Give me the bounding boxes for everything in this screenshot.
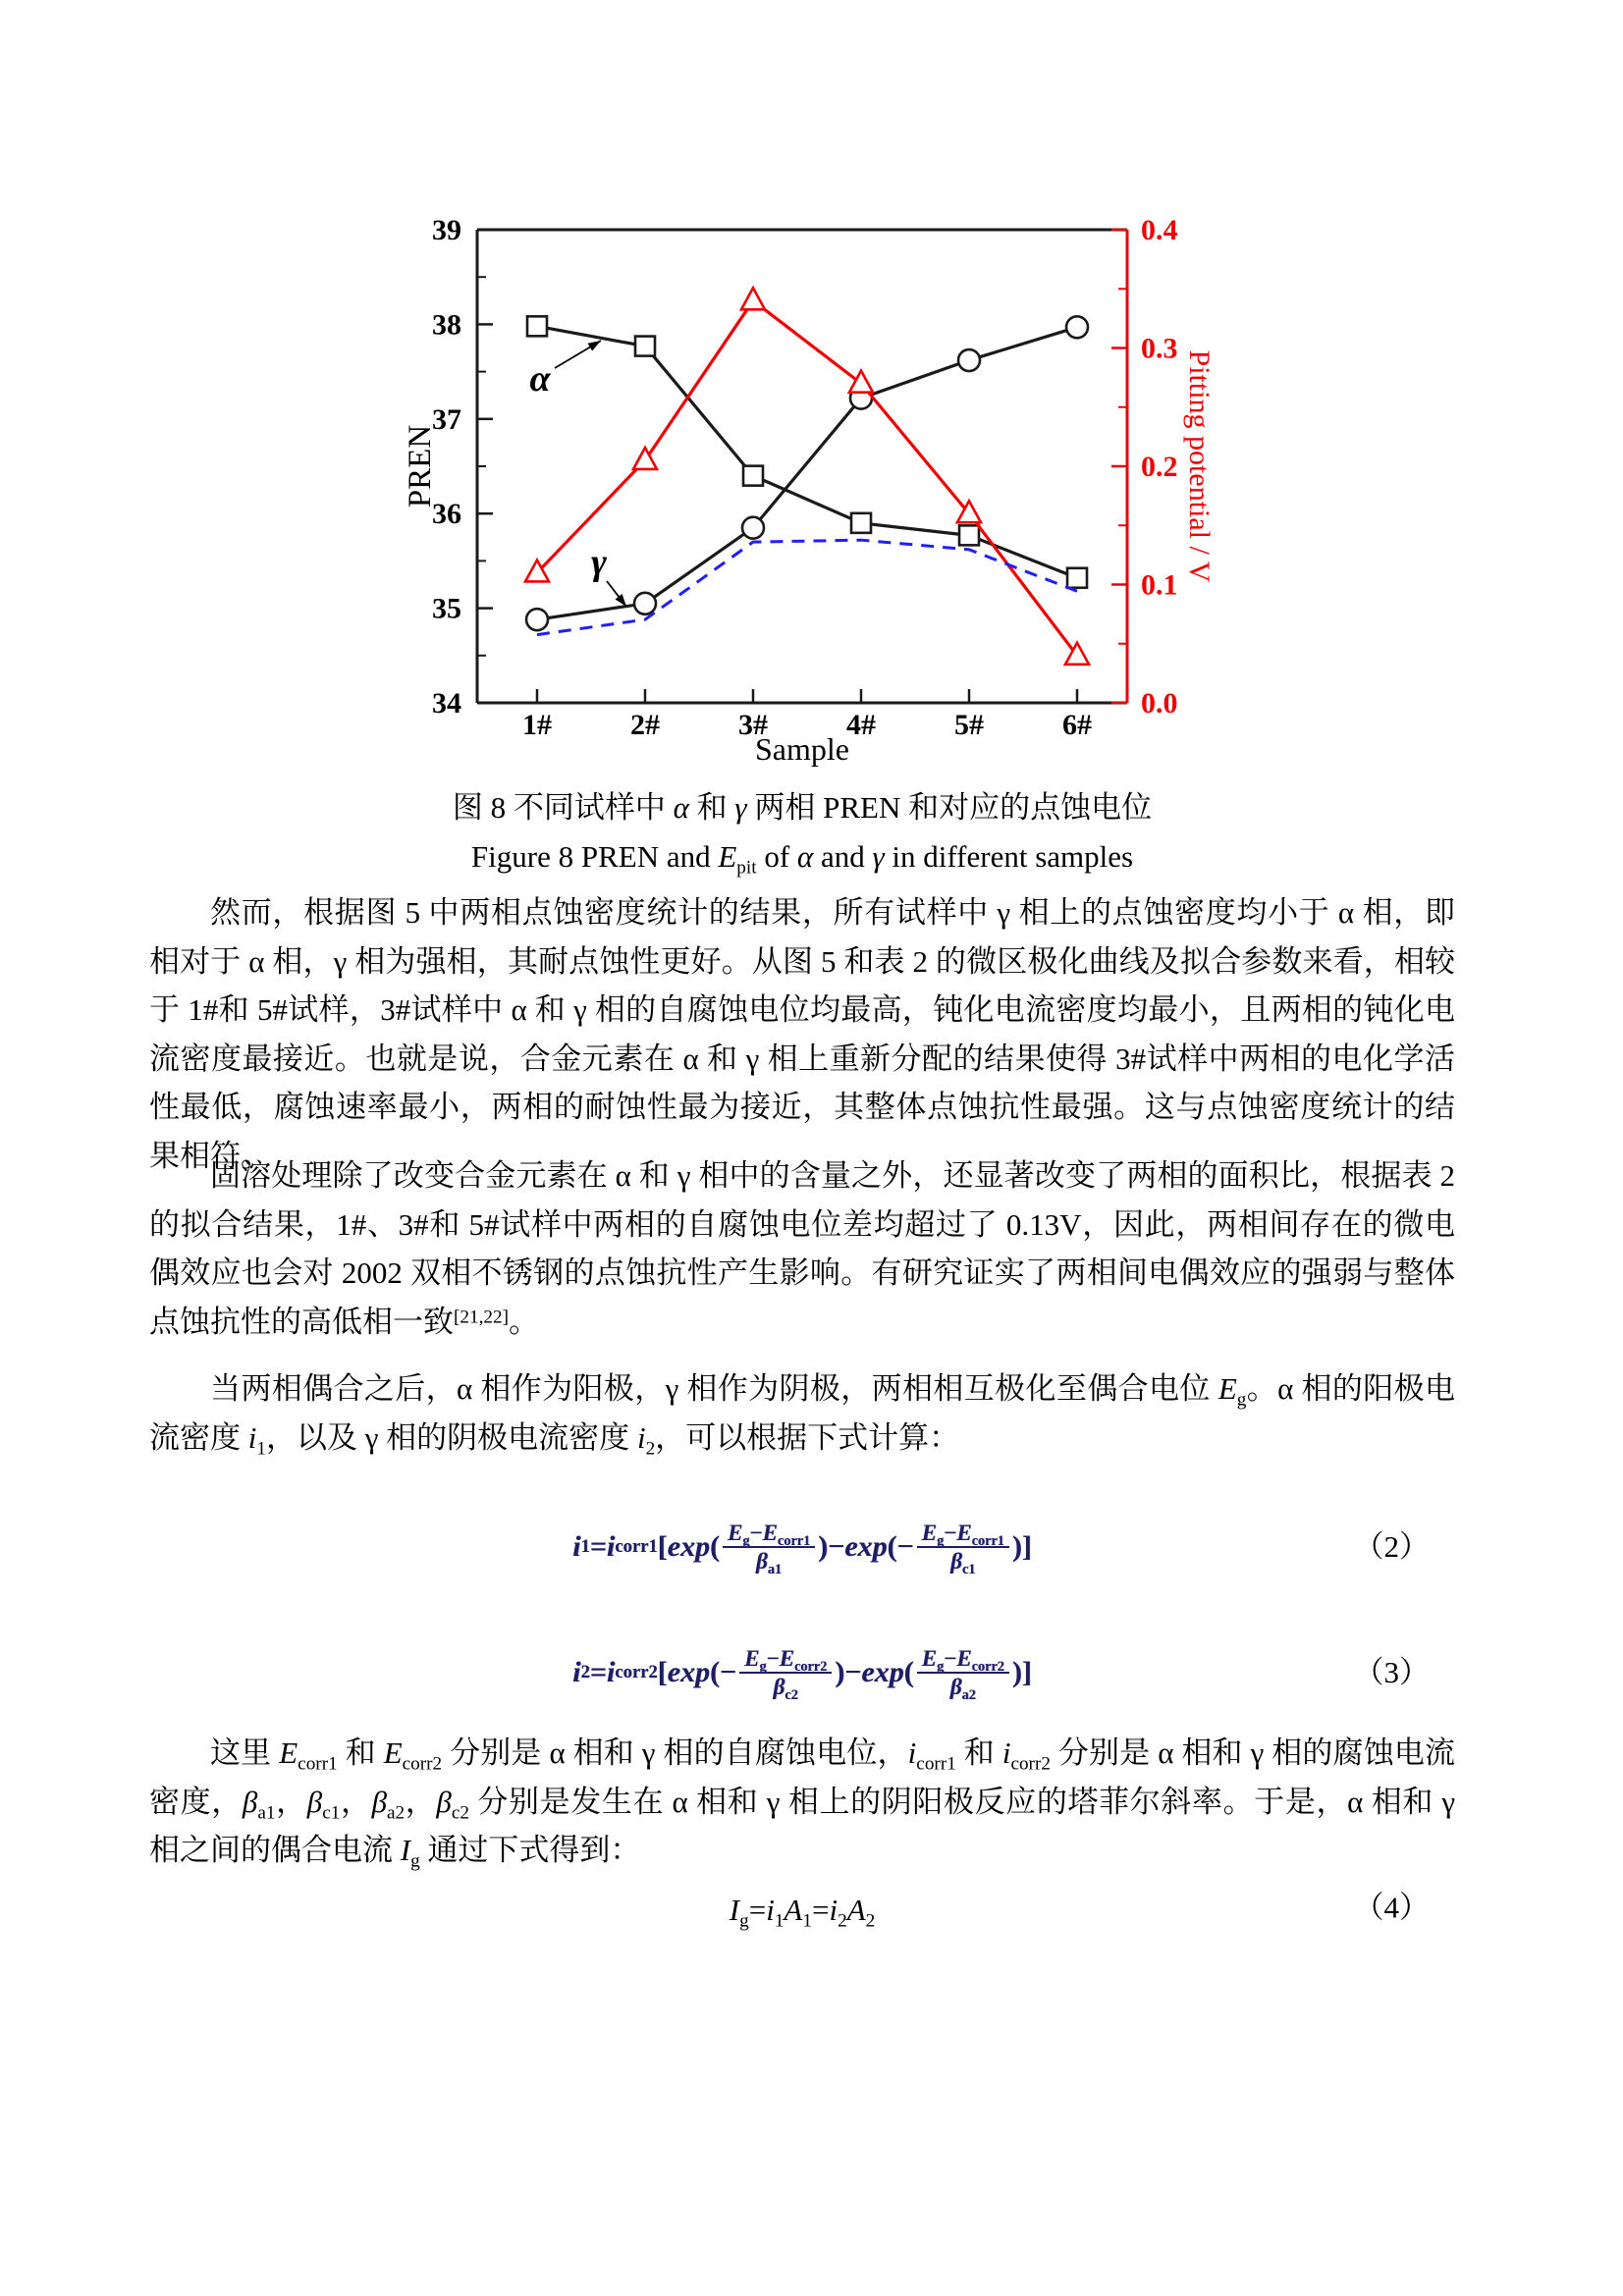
- square-marker: [959, 525, 979, 545]
- triangle-marker: [741, 288, 765, 309]
- left-axis-ticks: [432, 214, 493, 720]
- left-axis-title: PREN: [403, 424, 438, 508]
- x-tick-label: 3#: [738, 709, 768, 741]
- equation-2: i 1 = i corr1 [ exp ( $\frac{E_g-E_{corr1}}{\beta_{a1}}$ ) − exp ( − $\frac{E_g-E_{corr1}}{\beta_{c1}}$ ) ]: [572, 1521, 1032, 1578]
- x-tick-label: 2#: [630, 709, 660, 741]
- right-tick-label: 0.4: [1141, 214, 1178, 246]
- series-line: [537, 326, 1077, 577]
- fraction: $\frac{E_g-E_{corr2}}{\beta_{a2}}$: [917, 1646, 1009, 1700]
- figure-caption-chinese: 图 8 不同试样中 α 和 γ 两相 PREN 和对应的点蚀电位: [452, 790, 1153, 825]
- series-line: [537, 327, 1077, 619]
- paragraph-4: 这里 $E_{corr1}$ 和 $E_{corr2}$ 分别是 α 相和 γ 相的自腐蚀电位，$i_{corr1}$ 和 $i_{corr2}$ 分别是 α 相和 γ 相的腐蚀电流密度，$\beta_{a1}$，$\beta_{c1}$，$\beta_{a2}$，$\beta_{c2}$ 分别是发生在 α 相和 γ 相上的阴阳极反应的塔菲尔斜率。于是，α 相和 γ 相之间的偶合电流 $I_g$ 通过下式得到：: [149, 1735, 1456, 1872]
- equation-4-row: [149, 1883, 1455, 1931]
- square-marker: [851, 513, 871, 533]
- left-tick-label: 35: [432, 592, 461, 625]
- fraction: $\frac{E_g-E_{corr1}}{\beta_{a1}}$: [723, 1521, 815, 1575]
- triangle-marker: [849, 371, 873, 393]
- series-alpha-PREN: [527, 316, 1087, 587]
- series-line: [537, 300, 1077, 656]
- circle-marker: [742, 517, 764, 539]
- equation-3-row: [149, 1620, 1455, 1726]
- x-axis-title: Sample: [755, 731, 849, 767]
- square-marker: [527, 316, 547, 336]
- x-tick-label: 6#: [1062, 709, 1092, 741]
- left-tick-label: 37: [432, 402, 461, 436]
- chart-frame: [477, 230, 1127, 703]
- right-tick-label: 0.0: [1141, 687, 1178, 720]
- equation-2-row: [149, 1494, 1455, 1600]
- gamma-label: γ: [591, 542, 607, 583]
- paragraph-2: 固溶处理除了改变合金元素在 α 和 γ 相中的含量之外，还显著改变了两相的面积比，根据表 2 的拟合结果，1#、3#和 5#试样中两相的自腐蚀电位差均超过了 0.13V，因此，两相间存在的微电偶效应也会对 2002 双相不锈钢的点蚀抗性产生影响。有研究证实了两相间电偶效应的强弱与整体点蚀抗性的高低相一致[21,22]。: [149, 1158, 1455, 1339]
- series-unlabeled-dashed: [537, 540, 1077, 634]
- equation-4: $I_g=i_1A_1=i_2A_2$: [729, 1892, 876, 1932]
- left-tick-label: 34: [432, 687, 461, 720]
- right-tick-label: 0.3: [1141, 332, 1178, 365]
- x-tick-label: 4#: [846, 709, 876, 741]
- equation-4-number: （4）: [1353, 1890, 1430, 1924]
- left-tick-label: 38: [432, 308, 461, 342]
- right-axis-ticks: [1111, 214, 1178, 720]
- equation-3: i 2 = i corr2 [ exp ( − $\frac{E_g-E_{corr2}}{\beta_{c2}}$ ) − exp ( $\frac{E_g-E_{corr2}}{\beta_{a2}}$ ) ]: [572, 1646, 1032, 1704]
- paragraph-3: 当两相偶合之后，α 相作为阳极，γ 相作为阴极，两相相互极化至偶合电位 $E_g$。α 相的阳极电流密度 $i_1$，以及 γ 相的阴极电流密度 $i_2$，可以根据下式计算：: [149, 1371, 1456, 1460]
- circle-marker: [634, 593, 656, 614]
- right-tick-label: 0.1: [1141, 568, 1178, 602]
- square-marker: [743, 466, 763, 486]
- series-line: [537, 540, 1077, 634]
- annotation-arrow-head: [588, 341, 601, 351]
- left-tick-label: 36: [432, 498, 461, 531]
- circle-marker: [526, 609, 548, 630]
- circle-marker: [958, 349, 980, 371]
- annotation-gamma: [591, 542, 626, 607]
- x-tick-label: 1#: [522, 709, 552, 741]
- square-marker: [1067, 568, 1087, 588]
- series-gamma-PREN: [526, 316, 1088, 630]
- right-tick-label: 0.2: [1141, 451, 1178, 483]
- figure-caption-english: Figure 8 PREN and $E_{pit}$ of α and γ in different samples: [470, 839, 1134, 879]
- annotation-arrow-head: [616, 594, 626, 607]
- square-marker: [635, 337, 655, 356]
- equation-2-number: （2）: [1353, 1529, 1430, 1564]
- annotation-alpha: [529, 341, 601, 400]
- equation-3-number: （3）: [1353, 1655, 1430, 1689]
- x-tick-label: 5#: [954, 709, 984, 741]
- left-tick-label: 39: [432, 214, 461, 246]
- alpha-label: α: [529, 358, 551, 400]
- fraction: $\frac{E_g-E_{corr1}}{\beta_{c1}}$: [917, 1521, 1009, 1575]
- figure8-chart: [0, 0, 1623, 815]
- paragraph-1: 然而，根据图 5 中两相点蚀密度统计的结果，所有试样中 γ 相上的点蚀密度均小于 α 相，即相对于 α 相，γ 相为强相，其耐点蚀性更好。从图 5 和表 2 的微区极化曲线及拟合参数来看，相较于 1#和 5#试样，3#试样中 α 和 γ 相的自腐蚀电位均最高，钝化电流密度均最小，且两相的钝化电流密度最接近。也就是说，合金元素在 α 和 γ 相上重新分配的结果使得 3#试样中两相的电化学活性最低，腐蚀速率最小，两相的耐蚀性最为接近，其整体点蚀抗性最强。这与点蚀密度统计的结果相符。: [149, 895, 1455, 1173]
- fraction: $\frac{E_g-E_{corr2}}{\beta_{c2}}$: [739, 1646, 832, 1700]
- circle-marker: [1066, 316, 1088, 338]
- right-axis-title: Pitting potential / V: [1183, 349, 1216, 583]
